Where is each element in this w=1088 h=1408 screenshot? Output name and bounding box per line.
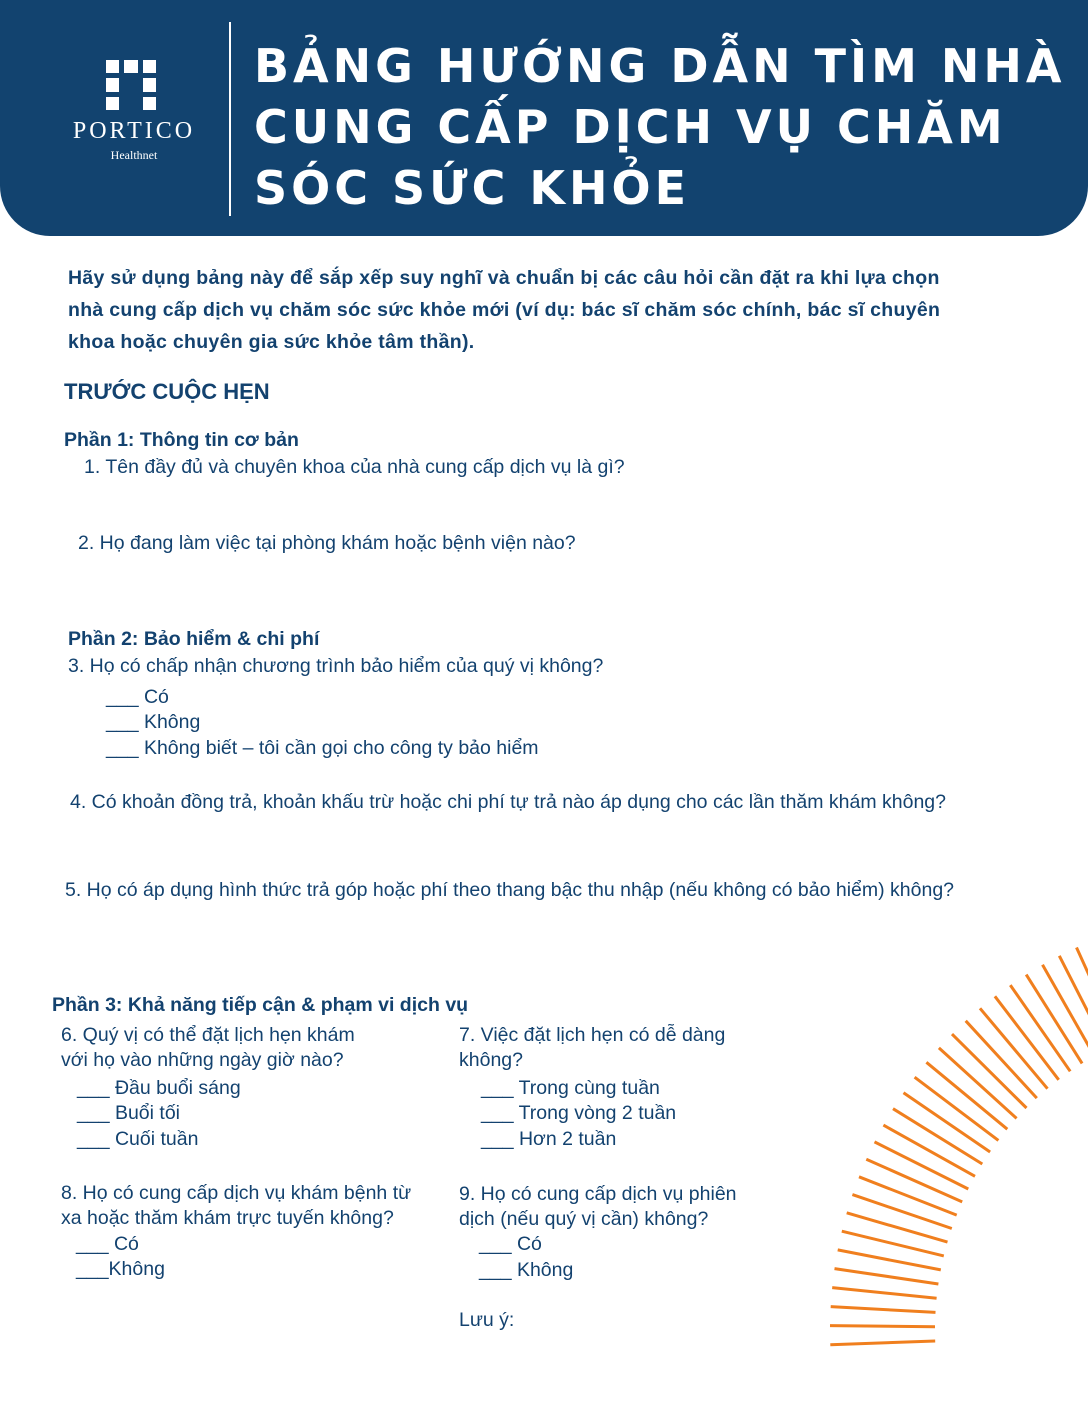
intro-line: Hãy sử dụng bảng này để sắp xếp suy nghĩ và chuẩn bị các câu hỏi cần đặt ra khi lựa chọn [68, 267, 940, 289]
logo-subtitle: Healthnet [110, 148, 158, 162]
q9-line: 9. Họ có cung cấp dịch vụ phiên [459, 1183, 737, 1205]
q9-line: dịch (nếu quý vị cần) không? [459, 1208, 709, 1230]
title-line: BẢNG HƯỚNG DẪN TÌM NHÀ [254, 39, 1066, 93]
page-title [254, 36, 1074, 219]
sunburst-ray [835, 1269, 939, 1284]
q6-option-weekend[interactable]: ___ Cuối tuần [77, 1128, 199, 1150]
title-line: SÓC SỨC KHỎE [254, 161, 691, 215]
q6-line: 6. Quý vị có thể đặt lịch hẹn khám [61, 1024, 355, 1046]
sunburst-ray [832, 1288, 936, 1299]
sunburst-ray [859, 1177, 957, 1215]
part-3-heading: Phần 3: Khả năng tiếp cận & phạm vi dịch vụ [52, 994, 469, 1016]
portico-logo [62, 58, 212, 178]
sunburst-ray [830, 1341, 935, 1345]
note-label: Lưu ý: [459, 1309, 515, 1331]
q7-line: 7. Việc đặt lịch hẹn có dễ dàng [459, 1024, 726, 1046]
title-line: CUNG CẤP DỊCH VỤ CHĂM [254, 100, 1007, 154]
part-2-heading: Phần 2: Bảo hiểm & chi phí [68, 628, 320, 650]
sunburst-ray [866, 1159, 962, 1202]
q8-option-no[interactable]: ___Không [76, 1258, 165, 1280]
q8-line: 8. Họ có cung cấp dịch vụ khám bệnh từ [61, 1182, 412, 1204]
q8-line: xa hoặc thăm khám trực tuyến không? [61, 1207, 394, 1229]
header-divider [229, 22, 231, 216]
question-4: 4. Có khoản đồng trả, khoản khấu trừ hoặc chi phí tự trả nào áp dụng cho các lần thăm khám không? [70, 791, 946, 813]
q9-option-no[interactable]: ___ Không [479, 1259, 574, 1281]
logo-mark-icon [106, 60, 156, 110]
q7-option-over-two-weeks[interactable]: ___ Hơn 2 tuần [481, 1128, 617, 1150]
q3-option-no[interactable]: ___ Không [106, 711, 201, 733]
q7-line: không? [459, 1049, 523, 1071]
intro-text [68, 262, 1048, 358]
q6-option-evening[interactable]: ___ Buổi tối [77, 1102, 180, 1124]
q6-line: với họ vào những ngày giờ nào? [61, 1049, 344, 1071]
question-3: 3. Họ có chấp nhận chương trình bảo hiểm của quý vị không? [68, 655, 604, 677]
question-1: 1. Tên đầy đủ và chuyên khoa của nhà cung cấp dịch vụ là gì? [84, 456, 625, 478]
section-title: TRƯỚC CUỘC HẸN [64, 379, 270, 404]
part-1-heading: Phần 1: Thông tin cơ bản [64, 429, 299, 451]
q3-option-unknown[interactable]: ___ Không biết – tôi cần gọi cho công ty bảo hiểm [106, 737, 539, 759]
q6-option-morning[interactable]: ___ Đầu buổi sáng [77, 1077, 241, 1099]
intro-line: khoa hoặc chuyên gia sức khỏe tâm thần). [68, 331, 475, 353]
q9-option-yes[interactable]: ___ Có [479, 1233, 542, 1255]
q7-option-two-weeks[interactable]: ___ Trong vòng 2 tuần [481, 1102, 677, 1124]
question-6 [61, 1023, 355, 1073]
question-5: 5. Họ có áp dụng hình thức trả góp hoặc phí theo thang bậc thu nhập (nếu không có bảo hiểm) không? [65, 879, 955, 901]
question-2: 2. Họ đang làm việc tại phòng khám hoặc bệnh viện nào? [78, 532, 576, 554]
q7-option-same-week[interactable]: ___ Trong cùng tuần [481, 1077, 660, 1099]
header-banner [0, 0, 1088, 236]
q3-option-yes[interactable]: ___ Có [106, 686, 169, 708]
question-8 [61, 1181, 411, 1231]
sunburst-ray [847, 1213, 948, 1242]
logo-name: PORTICO [72, 118, 196, 144]
intro-line: nhà cung cấp dịch vụ chăm sóc sức khỏe mới (ví dụ: bác sĩ chăm sóc chính, bác sĩ chuyên [68, 299, 941, 321]
q8-option-yes[interactable]: ___ Có [76, 1233, 139, 1255]
sunburst-ray [831, 1307, 936, 1313]
sunburst-ray [830, 1326, 935, 1327]
question-9 [459, 1182, 737, 1232]
sunburst-ray [852, 1195, 951, 1229]
question-7 [459, 1023, 725, 1073]
